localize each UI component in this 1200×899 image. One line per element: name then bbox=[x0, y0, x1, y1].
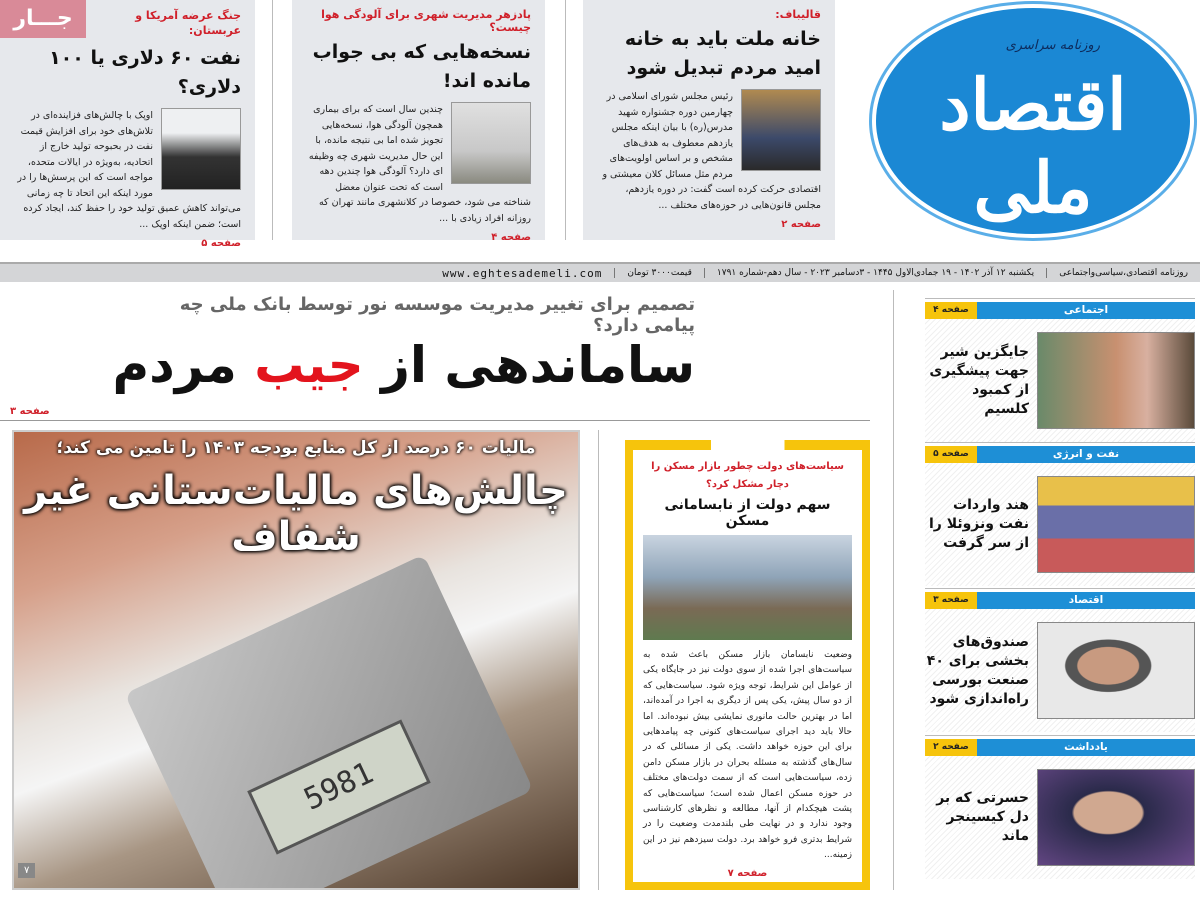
headline-part: مردم bbox=[112, 336, 255, 394]
teaser-body: اوپک با چالش‌های فزاینده‌ای در تلاش‌های خود برای افزایش قیمت نفت در بحبوحه تولید خارج از اتحادیه، به‌ویژه در ایالات متحده، مواجه است که این پرسش‌ها را در مورد اینکه این اتحاد تا چه زمانی می‌تواند کاهش عمیق تولید خود را حفظ کند، ایجاد کرده است؛ ضمن اینکه اوپک ... bbox=[17, 110, 241, 230]
housing-story-box[interactable] bbox=[625, 440, 870, 890]
calculator-display: 5981 bbox=[247, 719, 431, 854]
jar-tag: جـــار bbox=[0, 0, 86, 38]
photo-story[interactable] bbox=[12, 430, 580, 890]
section-economy[interactable] bbox=[925, 592, 1195, 732]
box-title[interactable]: سهم دولت از نابسامانی مسکن bbox=[664, 497, 831, 529]
lead-page-ref[interactable]: صفحه ۳ bbox=[10, 406, 50, 417]
teaser-photo bbox=[161, 108, 241, 190]
box-body: وضعیت نابسامان بازار مسکن باعث شده به سیاست‌های اجرا شده از سوی دولت نیز در جایگاه یکی از عوامل این شرایط، توجه ویژه شود. سیاست‌هایی که از دو سال پیش، یکی پس از دیگری به اجرا در آمده‌اند، اما در بهترین حالت مانوری نمایشی بیش نبوده‌اند. اما حالا باید دید اجرای سیاست‌های کنونی چه پیامدهایی برای این حوزه خواهد داشت. یکی از مسائلی که در سال‌های گذشته به مسئله بحران در بازار مسکن دامن زده، سیاست‌هایی است که از سمت دولت‌های مختلف در حوزه مسکن اعمال شده است؛ سیاست‌هایی که پشت هیچکدام از آنها، مطالعه و نظرهای کارشناسی وجود ندارد و در نهایت طی بلندمدت وضعیت را در شرایط بدتری فرو خواهد برد. دولت سیزدهم نیز در این زمینه... bbox=[643, 650, 852, 861]
headline-part: ساماندهی از bbox=[363, 336, 695, 394]
teaser-title[interactable]: نفت ۶۰ دلاری یا ۱۰۰ دلاری؟ bbox=[49, 47, 241, 98]
price: قیمت۳۰۰۰ تومان bbox=[614, 268, 704, 278]
divider bbox=[0, 420, 870, 421]
divider bbox=[598, 430, 599, 890]
section-title[interactable]: جایگزین شیر جهت پیشگیری از کمبود کلسیم bbox=[929, 343, 1029, 417]
section-social[interactable] bbox=[925, 302, 1195, 442]
photo-kicker: مالیات ۶۰ درصد از کل منابع بودجه ۱۴۰۳ را تامین می کند؛ bbox=[56, 438, 536, 458]
logo-subtitle: روزنامه سراسری bbox=[1005, 38, 1100, 53]
paper-type: روزنامه اقتصادی،سیاسی‌واجتماعی bbox=[1046, 268, 1200, 278]
teaser-ghalibaf[interactable] bbox=[583, 0, 835, 240]
section-title[interactable]: صندوق‌های بخشی برای ۴۰ صنعت بورسی راه‌اندازی شود bbox=[926, 633, 1029, 707]
city-photo bbox=[643, 535, 852, 640]
section-photo bbox=[1037, 332, 1195, 429]
page-ref[interactable]: صفحه ۳ bbox=[925, 592, 977, 609]
divider bbox=[925, 298, 1195, 299]
website-link[interactable]: www.eghtesademeli.com bbox=[442, 266, 603, 280]
newspaper-logo[interactable] bbox=[872, 4, 1194, 238]
section-title[interactable]: هند واردات نفت ونزوئلا را از سر گرفت bbox=[928, 497, 1029, 551]
section-oil-energy[interactable] bbox=[925, 446, 1195, 586]
teaser-photo bbox=[741, 89, 821, 171]
teaser-body: رئیس مجلس شورای اسلامی در چهارمین دوره جشنواره شهید مدرس(ره) با بیان اینکه مجلس یازدهم معطوف به هدف‌های مشخص و بر اساس اولویت‌های مردم مثل مسائل کلان معیشتی و اقتصادی حرکت کرده است گفت: در دوره یازدهم، مجلس قانون‌هایی در حوزه‌های مختلف ... bbox=[602, 91, 821, 211]
divider bbox=[925, 442, 1195, 443]
teaser-kicker: پادزهر مدیریت شهری برای آلودگی هوا چیست؟ bbox=[321, 8, 531, 34]
page-ref[interactable]: صفحه ۵ bbox=[925, 446, 977, 463]
divider bbox=[925, 588, 1195, 589]
section-title[interactable]: حسرتی که بر دل کیسینجر ماند bbox=[936, 790, 1029, 844]
page-ref[interactable]: صفحه ۵ bbox=[201, 238, 241, 249]
section-label: نفت و انرژی bbox=[977, 446, 1195, 463]
headline-highlight: جیب bbox=[254, 336, 364, 394]
lead-headline[interactable] bbox=[112, 336, 695, 394]
teaser-kicker: قالیباف: bbox=[775, 8, 821, 21]
section-label: یادداشت bbox=[977, 739, 1195, 756]
teaser-pollution[interactable] bbox=[292, 0, 545, 243]
page-ref[interactable]: صفحه ۴ bbox=[925, 302, 977, 319]
teaser-kicker: جنگ عرضه آمریکا و عربستان: bbox=[135, 9, 241, 37]
section-opinion[interactable] bbox=[925, 739, 1195, 879]
teaser-title[interactable]: خانه ملت باید به خانه امید مردم تبدیل شود bbox=[624, 28, 821, 79]
page-ref[interactable]: صفحه ۷ bbox=[727, 867, 768, 879]
section-label: اجتماعی bbox=[977, 302, 1195, 319]
divider bbox=[565, 0, 566, 240]
box-kicker: سیاست‌های دولت چطور بازار مسکن را دچار مشکل کرد؟ bbox=[651, 461, 844, 490]
teaser-body: چندین سال است که برای بیماری همچون آلودگی هوا، نسخه‌هایی تجویز شده اما بی نتیجه مانده، با این حال مدیریت شهری چه وظیفه ای دارد؟ آلودگی هوا چندین دهه است که تحت عنوان معضل شناخته می شود، خصوصا در کلانشهری مانند تهران که روزانه افراد زیادی با ... bbox=[308, 104, 531, 224]
page-ref[interactable]: صفحه ۲ bbox=[925, 739, 977, 756]
teaser-photo bbox=[451, 102, 531, 184]
section-photo bbox=[1037, 769, 1195, 866]
masthead-bar bbox=[0, 262, 1200, 282]
issue-date: یکشنبه ۱۲ آذر ۱۴۰۲ - ۱۹ جمادی‌الاول ۱۴۴۵ - ۳دسامبر ۲۰۲۳ - سال دهم-شماره ۱۷۹۱ bbox=[704, 268, 1046, 278]
page-ref[interactable]: صفحه ۴ bbox=[491, 232, 531, 243]
divider bbox=[925, 735, 1195, 736]
logo-name: اقتصاد ملی bbox=[939, 63, 1127, 229]
teaser-title[interactable]: نسخه‌هایی که بی جواب مانده اند! bbox=[312, 41, 531, 92]
divider bbox=[893, 290, 894, 890]
photo-headline[interactable]: چالش‌های مالیات‌ستانی غیر شفاف bbox=[24, 468, 568, 560]
calculator-image bbox=[125, 554, 534, 890]
section-photo bbox=[1037, 476, 1195, 573]
page-ref[interactable]: ۷ bbox=[18, 863, 35, 878]
page-ref[interactable]: صفحه ۲ bbox=[781, 219, 821, 230]
section-photo bbox=[1037, 622, 1195, 719]
divider bbox=[272, 0, 273, 240]
section-label: اقتصاد bbox=[977, 592, 1195, 609]
lead-subhead: تصمیم برای تغییر مدیریت موسسه نور توسط بانک ملی چه پیامی دارد؟ bbox=[179, 294, 695, 336]
